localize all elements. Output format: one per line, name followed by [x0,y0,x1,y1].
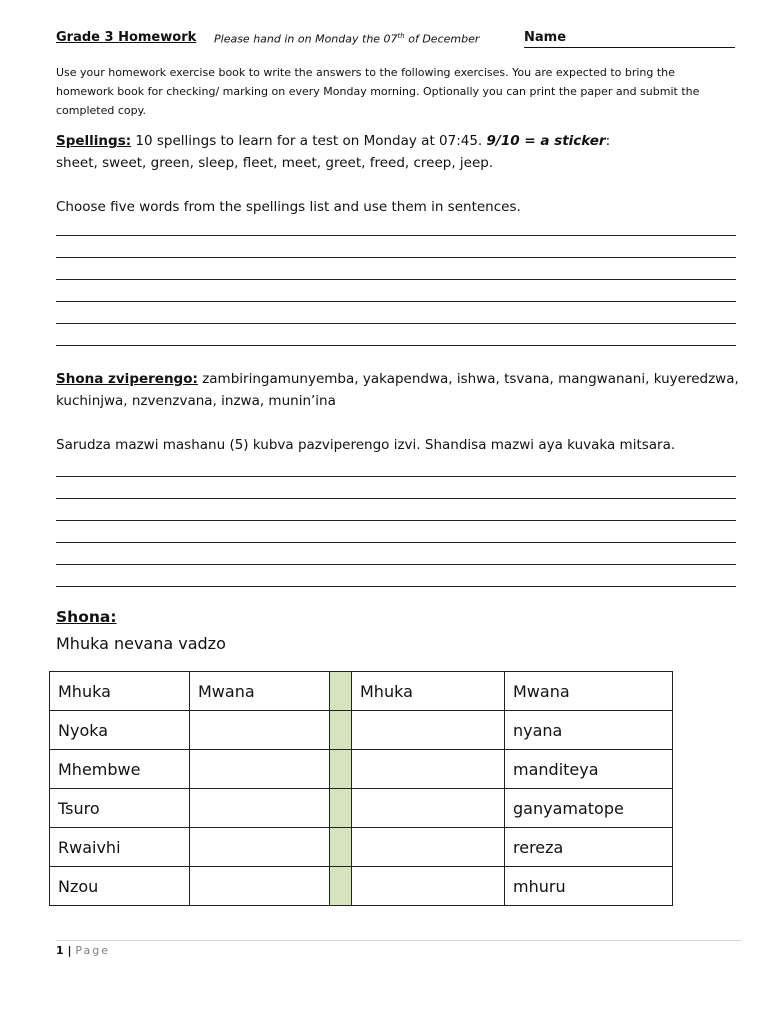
homework-title: Grade 3 Homework [56,30,197,45]
table-cell: Mhembwe [50,750,190,789]
spellings-section: Spellings: 10 spellings to learn for a test on Monday at 07:45. 9/10 = a sticker: sheet, sweet, green, sleep, fleet, meet, greet, freed, creep, jeep. [56,133,611,171]
shona-subheading: Mhuka nevana vadzo [56,634,226,653]
header [56,30,736,50]
answer-cell[interactable] [190,789,330,828]
answer-line [56,302,736,324]
table-row [50,789,673,828]
table-row [50,750,673,789]
table-row [50,828,673,867]
shona-spellings-section [56,368,746,412]
spellings-text: 10 spellings to learn for a test on Monday at 07:45. [131,133,487,149]
table-cell: rereza [505,828,673,867]
spellings-instruction: Choose five words from the spellings list and use them in sentences. [56,199,521,215]
name-field-line [524,47,735,48]
column-divider [330,750,352,789]
spellings-word-list: sheet, sweet, green, sleep, fleet, meet, greet, freed, creep, jeep. [56,155,494,171]
table-cell: Rwaivhi [50,828,190,867]
answer-cell[interactable] [190,750,330,789]
answer-cell[interactable] [352,750,505,789]
table-cell: Tsuro [50,789,190,828]
footer-separator: | [63,944,76,957]
table-row [50,867,673,906]
shona-spellings-word-list: zambiringamunyemba, yakapendwa, ishwa, tsvana, mangwanani, kuyeredzwa, kuchinjwa, nzvenzvana, inzwa, munin’ina [56,371,739,409]
column-header: Mwana [190,672,330,711]
instructions-paragraph: Use your homework exercise book to write the answers to the following exercises. You are expected to bring the homework book for checking/ marking on every Monday morning. Optionally you can print the paper and submit the completed copy. [56,66,700,117]
answer-cell[interactable] [190,828,330,867]
answer-cell[interactable] [352,828,505,867]
answer-line [56,543,736,565]
answer-line [56,521,736,543]
answer-cell[interactable] [352,867,505,906]
animals-young-table [49,671,673,906]
answer-line [56,477,736,499]
column-header: Mhuka [50,672,190,711]
shona-heading: Shona: [56,608,117,626]
table-header-row [50,672,673,711]
spellings-label: Spellings: [56,133,132,149]
page-word: Page [75,944,110,957]
answer-lines-shona [56,455,736,587]
name-label: Name [524,30,567,45]
shona-spellings-label: Shona zviperengo: [56,371,198,387]
table-cell: nyana [505,711,673,750]
answer-cell[interactable] [190,711,330,750]
answer-line [56,324,736,346]
sticker-reward: 9/10 = a sticker [486,133,606,149]
page-footer [56,944,110,957]
answer-line [56,455,736,477]
footer-divider [56,940,742,941]
table-cell: ganyamatope [505,789,673,828]
answer-line [56,258,736,280]
answer-lines-english [56,214,736,346]
table-cell: Nyoka [50,711,190,750]
column-divider [330,828,352,867]
shona-spellings-instruction: Sarudza mazwi mashanu (5) kubva pazviperengo izvi. Shandisa mazwi aya kuvaka mitsara. [56,437,676,453]
answer-line [56,280,736,302]
answer-line [56,499,736,521]
hand-in-note: Please hand in on Monday the 07th of December [214,32,480,46]
column-divider [330,711,352,750]
answer-cell[interactable] [190,867,330,906]
answer-line [56,565,736,587]
column-divider [330,789,352,828]
answer-line [56,236,736,258]
column-header: Mhuka [352,672,505,711]
answer-cell[interactable] [352,711,505,750]
answer-line [56,214,736,236]
table-cell: mhuru [505,867,673,906]
column-divider [330,672,352,711]
column-divider [330,867,352,906]
table-row [50,711,673,750]
column-header: Mwana [505,672,673,711]
page-number: 1 [56,944,64,957]
table-cell: Nzou [50,867,190,906]
table-cell: manditeya [505,750,673,789]
answer-cell[interactable] [352,789,505,828]
